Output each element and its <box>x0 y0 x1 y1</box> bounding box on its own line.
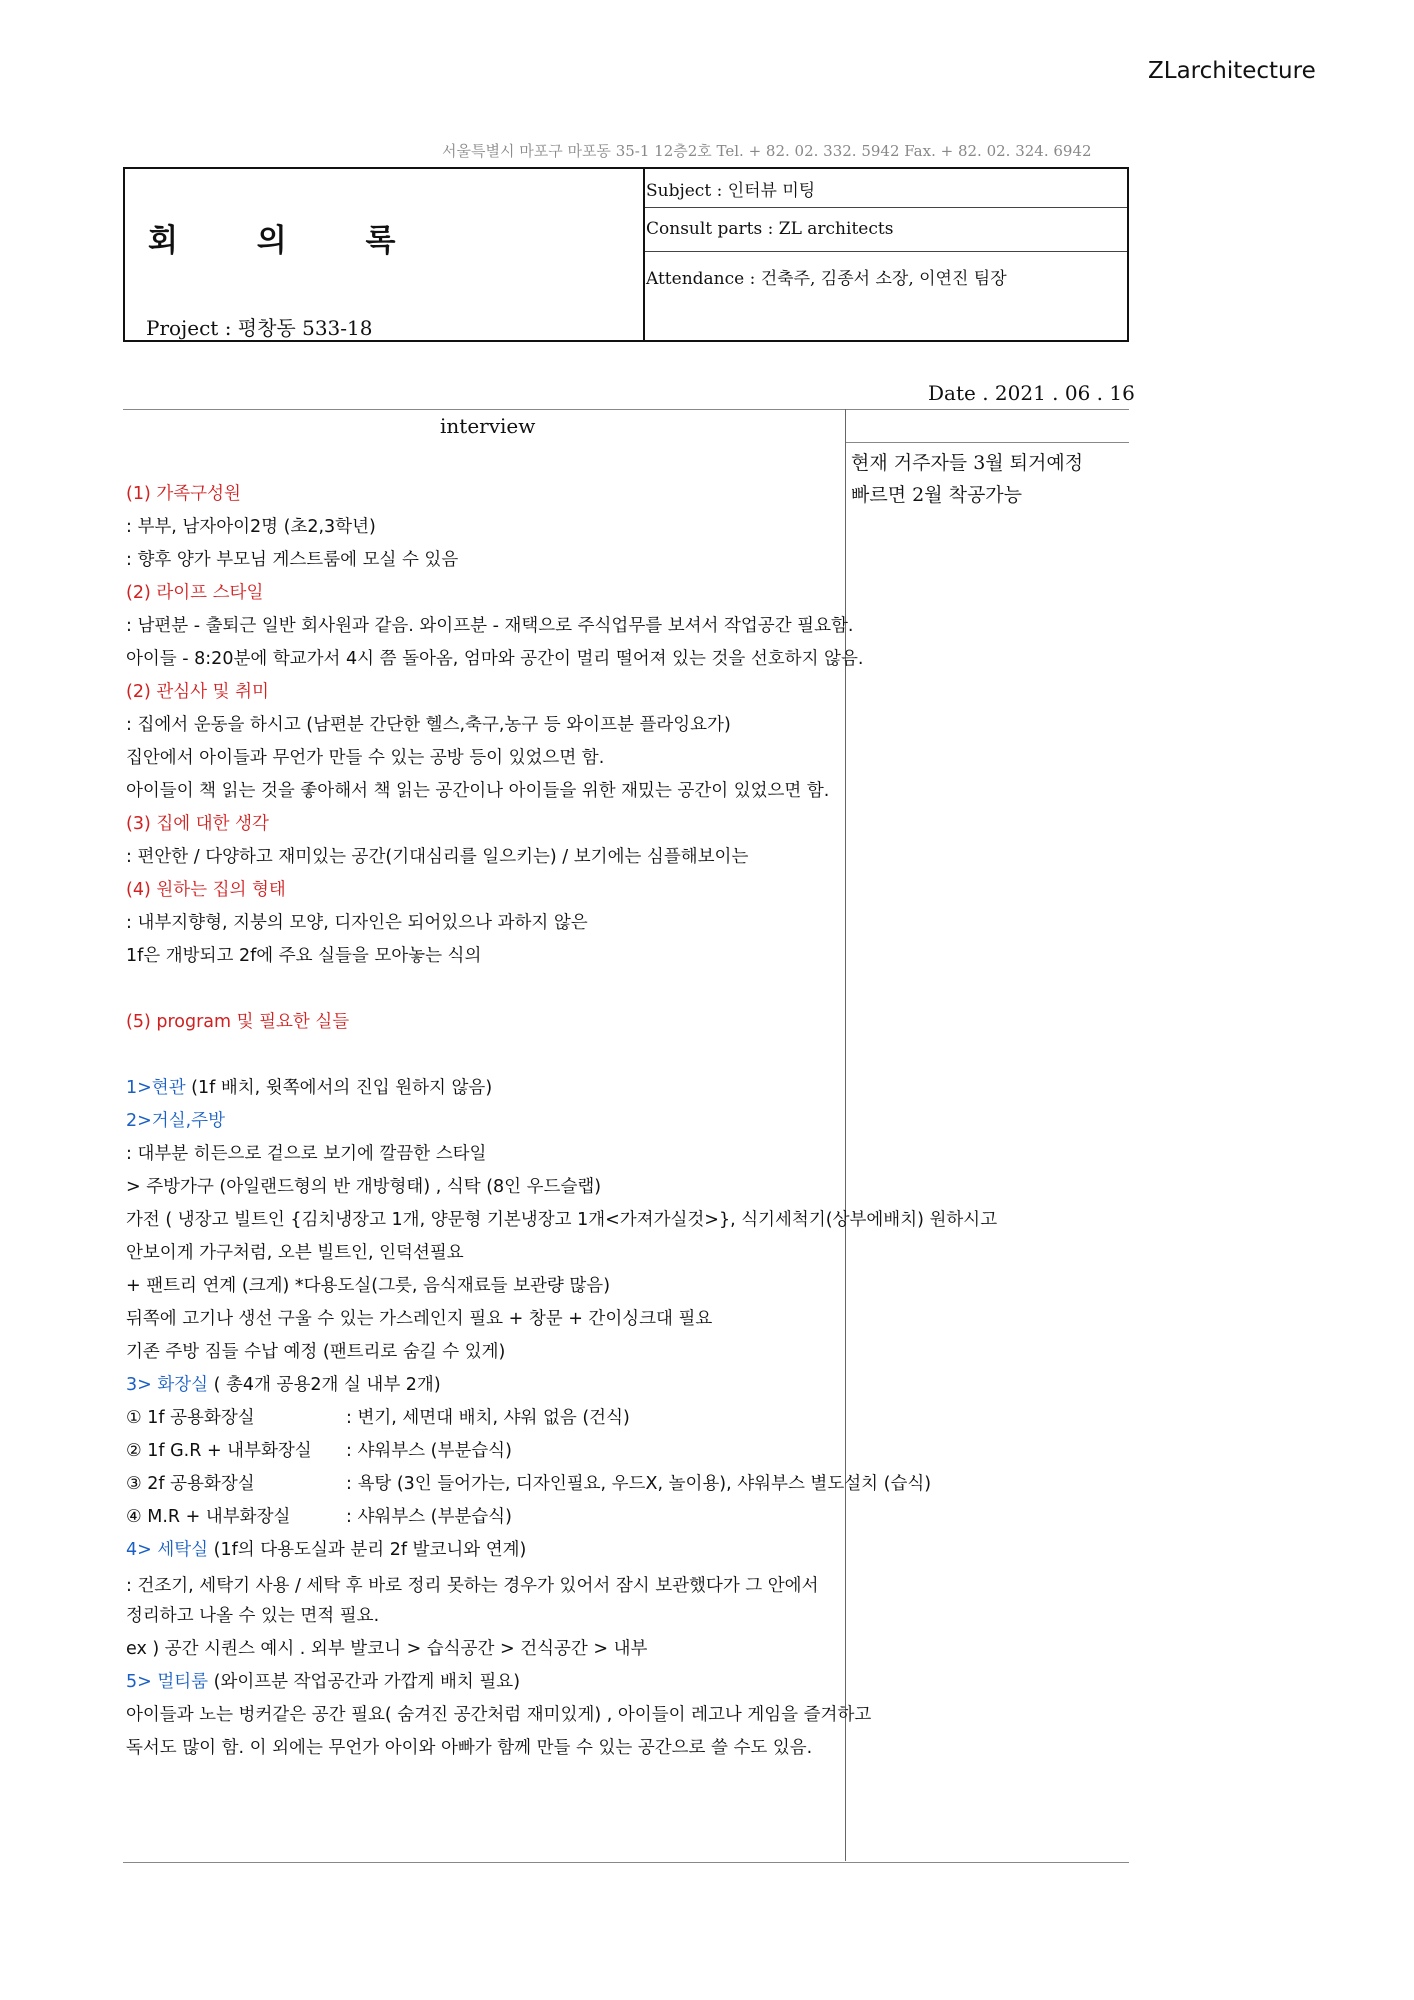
body-text: 정리하고 나올 수 있는 면적 필요. <box>126 1606 380 1626</box>
brand-name: ZLarchitecture <box>1148 58 1316 84</box>
program-item-title: 3> 화장실 <box>126 1375 209 1395</box>
side-note: 빠르면 2월 착공가능 <box>851 484 1022 506</box>
body-text: : 편안한 / 다양하고 재미있는 공간(기대심리를 일으키는) / 보기에는 심플해보이는 <box>126 847 749 867</box>
program-item <box>126 1074 492 1099</box>
body-text: : 향후 양가 부모님 게스트룸에 모실 수 있음 <box>126 550 459 570</box>
body-text: 아이들 - 8:20분에 학교가서 4시 쯤 돌아옴, 엄마와 공간이 멀리 떨어져 있는 것을 선호하지 않음. <box>126 649 864 669</box>
program-item-title: 5> 멀티룸 <box>126 1672 209 1692</box>
bathroom-desc: : 변기, 세면대 배치, 샤워 없음 (건식) <box>346 1408 630 1428</box>
header-divider <box>643 169 645 340</box>
bathroom-desc: : 샤워부스 (부분습식) <box>346 1507 512 1527</box>
section-heading: (5) program 및 필요한 실들 <box>126 1012 350 1032</box>
body-text: 안보이게 가구처럼, 오븐 빌트인, 인덕션필요 <box>126 1243 464 1263</box>
program-item <box>126 1536 526 1561</box>
bathroom-name: ② 1f G.R + 내부화장실 <box>126 1441 312 1461</box>
side-note: 현재 거주자들 3월 퇴거예정 <box>851 452 1084 474</box>
section-heading: (3) 집에 대한 생각 <box>126 814 269 834</box>
meeting-date: Date . 2021 . 06 . 16 <box>928 381 1135 405</box>
program-item-detail: (1f의 다용도실과 분리 2f 발코니와 연계) <box>208 1540 527 1560</box>
bathroom-name: ③ 2f 공용화장실 <box>126 1474 255 1494</box>
interview-heading: interview <box>440 414 536 438</box>
project-name: Project : 평창동 533-18 <box>146 316 373 340</box>
program-item-detail: (와이프분 작업공간과 가깝게 배치 필요) <box>208 1672 521 1692</box>
body-text: 집안에서 아이들과 무언가 만들 수 있는 공방 등이 있었으면 함. <box>126 748 605 768</box>
body-text: : 대부분 히든으로 겉으로 보기에 깔끔한 스타일 <box>126 1144 487 1164</box>
bathroom-name: ① 1f 공용화장실 <box>126 1408 255 1428</box>
office-address: 서울특별시 마포구 마포동 35-1 12층2호 Tel. + 82. 02. 332. 5942 Fax. + 82. 02. 324. 6942 <box>442 142 1092 160</box>
document-title: 회 의 록 <box>148 223 430 259</box>
section-heading: (2) 관심사 및 취미 <box>126 682 269 702</box>
header-row-divider <box>645 207 1127 208</box>
program-item <box>126 1371 441 1396</box>
body-text: > 주방가구 (아일랜드형의 반 개방형태) , 식탁 (8인 우드슬랩) <box>126 1177 602 1197</box>
program-item-title: 2>거실,주방 <box>126 1111 225 1131</box>
body-text: : 건조기, 세탁기 사용 / 세탁 후 바로 정리 못하는 경우가 있어서 잠시 보관했다가 그 안에서 <box>126 1576 819 1596</box>
section-rule <box>123 409 1129 410</box>
body-text: ex ) 공간 시퀀스 예시 . 외부 발코니 > 습식공간 > 건식공간 > 내부 <box>126 1639 648 1659</box>
program-item <box>126 1668 520 1693</box>
body-text: : 부부, 남자아이2명 (초2,3학년) <box>126 517 376 537</box>
body-text: : 남편분 - 출퇴근 일반 회사원과 같음. 와이프분 - 재택으로 주식업무를 보셔서 작업공간 필요함. <box>126 616 854 636</box>
program-item-title: 1>현관 <box>126 1078 186 1098</box>
body-text: : 집에서 운동을 하시고 (남편분 간단한 헬스,축구,농구 등 와이프분 플라잉요가) <box>126 715 731 735</box>
section-heading: (1) 가족구성원 <box>126 484 241 504</box>
section-heading: (4) 원하는 집의 형태 <box>126 880 286 900</box>
body-text: : 내부지향형, 지붕의 모양, 디자인은 되어있으나 과하지 않은 <box>126 913 588 933</box>
bathroom-desc: : 샤워부스 (부분습식) <box>346 1441 512 1461</box>
body-text: + 팬트리 연계 (크게) *다용도실(그릇, 음식재료들 보관량 많음) <box>126 1276 611 1296</box>
section-heading: (2) 라이프 스타일 <box>126 583 264 603</box>
bathroom-name: ④ M.R + 내부화장실 <box>126 1507 291 1527</box>
program-item-detail: ( 총4개 공용2개 실 내부 2개) <box>208 1375 441 1395</box>
bottom-rule <box>123 1862 1129 1863</box>
body-text: 뒤쪽에 고기나 생선 구울 수 있는 가스레인지 필요 + 창문 + 간이싱크대 필요 <box>126 1309 713 1329</box>
program-item-detail: (1f 배치, 윗쪽에서의 진입 원하지 않음) <box>185 1078 493 1098</box>
body-text: 아이들과 노는 벙커같은 공간 필요( 숨겨진 공간처럼 재미있게) , 아이들이 레고나 게임을 즐겨하고 <box>126 1705 872 1725</box>
program-item-title: 4> 세탁실 <box>126 1540 209 1560</box>
bathroom-desc: : 욕탕 (3인 들어가는, 디자인필요, 우드X, 놀이용), 샤워부스 별도설치 (습식) <box>346 1474 932 1494</box>
header-row-divider <box>645 251 1127 252</box>
consult-parts-field: Consult parts : ZL architects <box>646 219 894 239</box>
body-text: 독서도 많이 함. 이 외에는 무언가 아이와 아빠가 함께 만들 수 있는 공간으로 쓸 수도 있음. <box>126 1738 813 1758</box>
body-text: 가전 ( 냉장고 빌트인 {김치냉장고 1개, 양문형 기본냉장고 1개<가져가실것>}, 식기세척기(상부에배치) 원하시고 <box>126 1210 998 1230</box>
attendance-field: Attendance : 건축주, 김종서 소장, 이연진 팀장 <box>646 269 1007 289</box>
subject-field: Subject : 인터뷰 미팅 <box>646 181 816 201</box>
body-text: 1f은 개방되고 2f에 주요 실들을 모아놓는 식의 <box>126 946 482 966</box>
notes-rule <box>845 442 1129 443</box>
body-text: 기존 주방 짐들 수납 예정 (팬트리로 숨길 수 있게) <box>126 1342 506 1362</box>
body-text: 아이들이 책 읽는 것을 좋아해서 책 읽는 공간이나 아이들을 위한 재밌는 공간이 있었으면 함. <box>126 781 830 801</box>
